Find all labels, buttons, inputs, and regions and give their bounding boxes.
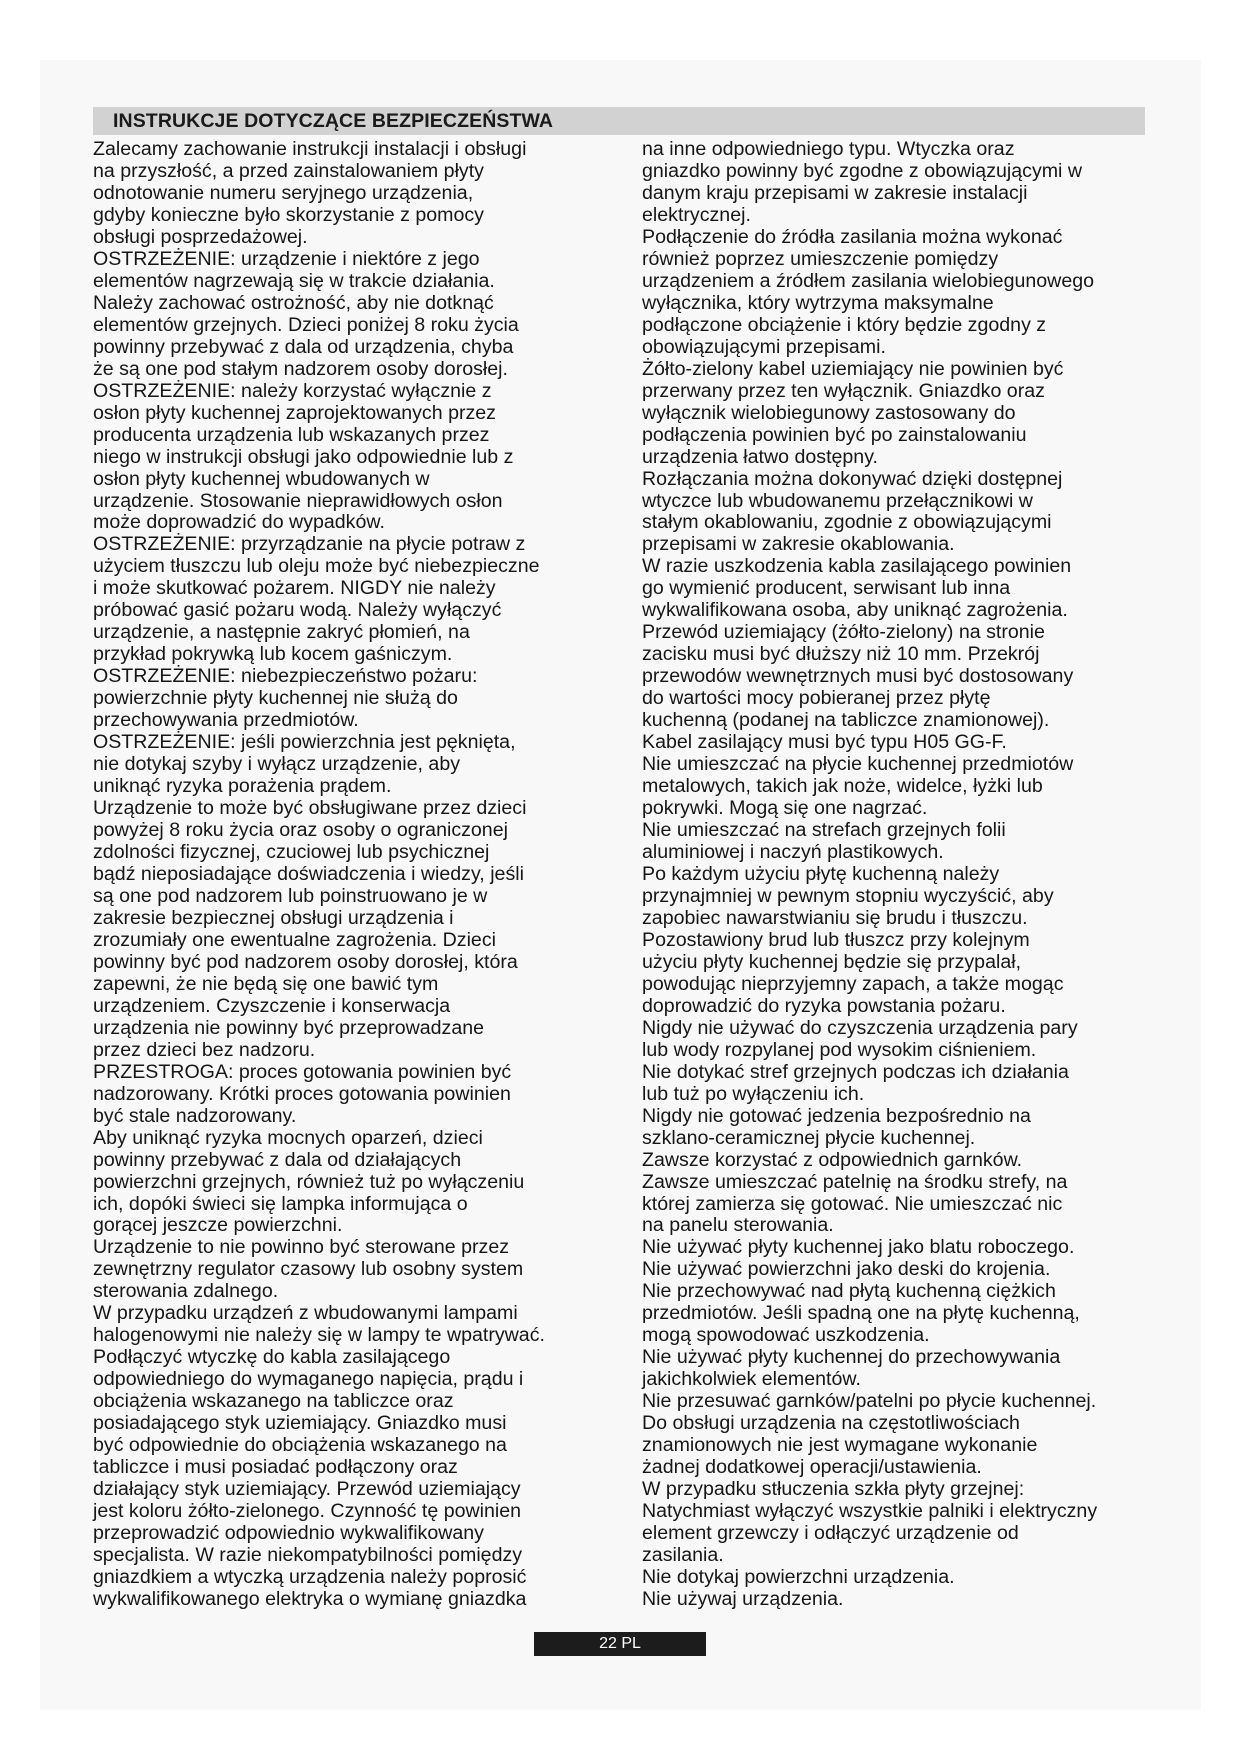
text-line: zrozumiały one ewentualne zagrożenia. Dzieci [93, 928, 496, 951]
text-line: zacisku musi być dłuższy niż 10 mm. Przekrój [642, 643, 1040, 666]
text-line: obsługi posprzedażowej. [93, 225, 308, 248]
text-line: elektrycznej. [642, 203, 751, 226]
text-line: Przewód uziemiający (żółto-zielony) na stronie [642, 621, 1045, 644]
text-line: próbować gasić pożaru wodą. Należy wyłączyć [93, 599, 502, 622]
text-line: urządzenia nie powinny być przeprowadzane [93, 1016, 485, 1039]
text-line: na inne odpowiedniego typu. Wtyczka oraz [642, 138, 1015, 160]
text-line: osłon płyty kuchennej zaprojektowanych przez [93, 401, 496, 424]
text-line: urządzenia łatwo dostępny. [642, 445, 878, 468]
text-line: powinny przebywać z dala od działających [93, 1148, 462, 1171]
text-line: na przyszłość, a przed zainstalowaniem płyty [93, 159, 484, 182]
text-line: powodując nieprzyjemny zapach, a także mogąc [642, 972, 1064, 995]
text-line: nie dotykaj szyby i wyłącz urządzenie, aby [93, 753, 461, 776]
text-line: wykwalifikowana osoba, aby uniknąć zagrożenia. [642, 599, 1068, 622]
text-line: uniknąć ryzyka porażenia prądem. [93, 775, 392, 798]
text-line: Urządzenie to może być obsługiwane przez dzieci [93, 797, 527, 820]
text-line: producenta urządzenia lub wskazanych przez [93, 423, 490, 446]
text-line: może doprowadzić do wypadków. [93, 511, 385, 534]
text-line: podłączenia powinien być po zainstalowaniu [642, 423, 1027, 446]
text-line: Należy zachować ostrożność, aby nie dotknąć [93, 291, 494, 314]
text-line: jakichkolwiek elementów. [642, 1368, 861, 1391]
text-line: powinny przebywać z dala od urządzenia, chyba [93, 335, 514, 358]
text-line: metalowych, takich jak noże, widelce, łyżki lub [642, 775, 1043, 798]
text-line: przepisami w zakresie okablowania. [642, 533, 955, 556]
text-line: być odpowiednie do obciążenia wskazanego na [93, 1434, 507, 1457]
text-line: osłon płyty kuchennej wbudowanych w [93, 467, 430, 490]
text-line: halogenowymi nie należy się w lampy te wpatrywać. [93, 1324, 545, 1347]
text-line: Nie używać płyty kuchennej jako blatu roboczego. [642, 1236, 1075, 1259]
text-line: kuchenną (podanej na tabliczce znamionowej). [642, 709, 1050, 732]
text-line: wtyczce lub wbudowanemu przełącznikowi w [642, 489, 1033, 512]
text-line: Nie używać powierzchni jako deski do krojenia. [642, 1258, 1051, 1281]
text-line: gniazdko powinny być zgodne z obowiązującymi w [642, 159, 1083, 182]
text-line: W przypadku urządzeń z wbudowanymi lampami [93, 1302, 518, 1325]
text-line: lub tuż po wyłączeniu ich. [642, 1082, 865, 1105]
text-line: W razie uszkodzenia kabla zasilającego powinien [642, 555, 1072, 578]
text-line: powyżej 8 roku życia oraz osoby o ograniczonej [93, 819, 508, 842]
text-line: żadnej dodatkowej operacji/ustawienia. [642, 1456, 982, 1479]
text-line: zakresie bezpiecznej obsługi urządzenia i [93, 906, 454, 929]
text-line: Zawsze korzystać z odpowiednich garnków. [642, 1148, 1023, 1171]
text-line: aluminiowej i naczyń plastikowych. [642, 841, 944, 863]
text-line: której zamierza się gotować. Nie umieszczać nic [642, 1192, 1063, 1215]
text-line: użyciu płyty kuchennej będzie się przypalał, [642, 950, 1022, 973]
text-line: stałym okablowaniu, zgodnie z obowiązującymi [642, 511, 1052, 534]
text-line: Do obsługi urządzenia na częstotliwościach [642, 1412, 1020, 1435]
text-line: Pozostawiony brud lub tłuszcz przy kolejnym [642, 928, 1030, 951]
text-line: wyłącznika, który wytrzyma maksymalne [642, 291, 994, 314]
text-line: Zawsze umieszczać patelnię na środku strefy, na [642, 1170, 1068, 1193]
text-line: gdyby konieczne było skorzystanie z pomocy [93, 203, 484, 226]
text-line: urządzenie. Stosowanie nieprawidłowych osłon [93, 489, 503, 512]
text-line: na panelu sterowania. [642, 1214, 834, 1237]
text-line: gorącej jeszcze powierzchni. [93, 1214, 343, 1237]
text-line: być stale nadzorowany. [93, 1104, 297, 1127]
text-line: bądź nieposiadające doświadczenia i wiedzy, jeśli [93, 862, 524, 885]
text-line: zapobiec nawarstwianiu się brudu i tłuszczu. [642, 906, 1028, 929]
text-line: Nigdy nie używać do czyszczenia urządzenia pary [642, 1016, 1078, 1039]
text-line: urządzenie, a następnie zakryć płomień, na [93, 621, 470, 644]
text-line: jest koloru żółto-zielonego. Czynność tę powinien [93, 1500, 522, 1523]
text-line: przedmiotów. Jeśli spadną one na płytę kuchenną, [642, 1302, 1080, 1325]
text-line: że są one pod stałym nadzorem osoby dorosłej. [93, 357, 508, 380]
text-line: urządzeniem. Czyszczenie i konserwacja [93, 994, 451, 1017]
text-line: przerwany przez ten wyłącznik. Gniazdko oraz [642, 379, 1045, 402]
text-line: sterowania zdalnego. [93, 1280, 279, 1303]
text-line: przechowywania przedmiotów. [93, 709, 359, 732]
text-line: przewodów wewnętrznych musi być dostosowany [642, 665, 1074, 688]
text-line: Nigdy nie gotować jedzenia bezpośrednio na [642, 1104, 1031, 1127]
text-line: posiadającego styk uziemiający. Gniazdko musi [93, 1412, 507, 1435]
text-line: zasilania. [642, 1544, 724, 1566]
text-line: przynajmniej w pewnym stopniu wyczyścić, aby [642, 884, 1054, 907]
text-line: tabliczce i musi posiadać podłączony oraz [93, 1456, 458, 1479]
text-line: OSTRZEŻENIE: przyrządzanie na płycie potraw z [93, 533, 526, 556]
text-line: lub wody rozpylanej pod wysokim ciśnieniem. [642, 1038, 1037, 1061]
text-line: podłączone obciążenie i który będzie zgodny z [642, 313, 1047, 336]
text-line: wyłącznik wielobiegunowy zastosowany do [642, 401, 1016, 424]
text-line: gniazdkiem a wtyczką urządzenia należy poprosić [93, 1565, 527, 1588]
text-line: Żółto-zielony kabel uziemiający nie powinien być [642, 357, 1064, 380]
text-line: do wartości mocy pobieranej przez płytę [642, 687, 991, 710]
text-line: przykład pokrywką lub kocem gaśniczym. [93, 643, 453, 666]
text-line: nadzorowany. Krótki proces gotowania powinien [93, 1082, 511, 1105]
text-line: odnotowanie numeru seryjnego urządzenia, [93, 181, 474, 204]
text-line: również poprzez umieszczenie pomiędzy [642, 247, 999, 270]
text-line: przeprowadzić odpowiednio wykwalifikowany [93, 1522, 484, 1545]
text-line: szklano-ceramicznej płycie kuchennej. [642, 1126, 976, 1149]
text-line: Zalecamy zachowanie instrukcji instalacji i obsługi [93, 138, 527, 160]
text-line: OSTRZEŻENIE: należy korzystać wyłącznie z [93, 379, 492, 402]
text-line: odpowiedniego do wymaganego napięcia, prądu i [93, 1368, 524, 1391]
text-line: obowiązującymi przepisami. [642, 335, 886, 358]
text-line: W przypadku stłuczenia szkła płyty grzejnej: [642, 1478, 1025, 1501]
text-line: Rozłączania można dokonywać dzięki dostępnej [642, 467, 1063, 490]
text-line: zdolności fizycznej, czuciowej lub psychicznej [93, 841, 490, 863]
text-line: elementów grzejnych. Dzieci poniżej 8 roku życia [93, 313, 519, 336]
text-line: specjalista. W razie niekompatybilności pomiędzy [93, 1544, 523, 1566]
text-line: danym kraju przepisami w zakresie instalacji [642, 181, 1028, 204]
text-line: OSTRZEŻENIE: urządzenie i niektóre z jego [93, 247, 480, 270]
text-line: doprowadzić do ryzyka powstania pożaru. [642, 994, 1006, 1017]
text-line: powinny być pod nadzorem osoby dorosłej, która [93, 950, 518, 973]
text-line: powierzchnie płyty kuchennej nie służą do [93, 687, 458, 710]
text-line: zapewni, że nie będą się one bawić tym [93, 972, 439, 995]
text-line: powierzchni grzejnych, również tuż po wyłączeniu [93, 1170, 525, 1193]
text-line: Podłączyć wtyczkę do kabla zasilającego [93, 1346, 451, 1369]
text-line: Po każdym użyciu płytę kuchenną należy [642, 862, 1000, 885]
text-line: Podłączenie do źródła zasilania można wykonać [642, 225, 1063, 248]
text-line: Aby uniknąć ryzyka mocnych oparzeń, dzieci [93, 1126, 483, 1149]
text-line: niego w instrukcji obsługi jako odpowiednie lub z [93, 445, 514, 468]
text-line: Nie używać płyty kuchennej do przechowywania [642, 1346, 1061, 1369]
text-line: Nie umieszczać na płycie kuchennej przedmiotów [642, 753, 1074, 776]
text-line: Natychmiast wyłączyć wszystkie palniki i elektryczny [642, 1500, 1098, 1523]
text-line: ich, dopóki świeci się lampka informująca o [93, 1192, 468, 1215]
text-line: przez dzieci bez nadzoru. [93, 1038, 316, 1061]
text-line: i może skutkować pożarem. NIGDY nie należy [93, 577, 496, 600]
text-line: PRZESTROGA: proces gotowania powinien być [93, 1060, 512, 1083]
text-line: Urządzenie to nie powinno być sterowane przez [93, 1236, 510, 1259]
text-line: pokrywki. Mogą się one nagrzać. [642, 797, 928, 820]
text-line: OSTRZEŻENIE: niebezpieczeństwo pożaru: [93, 665, 478, 688]
text-line: działający styk uziemiający. Przewód uziemiający [93, 1478, 521, 1501]
text-line: element grzewczy i odłączyć urządzenie od [642, 1522, 1019, 1545]
text-line: wykwalifikowanego elektryka o wymianę gniazdka [93, 1587, 527, 1610]
text-line: znamionowych nie jest wymagane wykonanie [642, 1434, 1038, 1457]
text-line: elementów nagrzewają się w trakcie działania. [93, 269, 495, 292]
text-line: urządzeniem a źródłem zasilania wielobiegunowego [642, 269, 1095, 292]
text-line: Nie umieszczać na strefach grzejnych folii [642, 819, 1006, 842]
text-line: Nie dotykaj powierzchni urządzenia. [642, 1565, 955, 1588]
text-line: OSTRZEŻENIE: jeśli powierzchnia jest pęknięta, [93, 731, 516, 754]
text-line: obciążenia wskazanego na tabliczce oraz [93, 1390, 454, 1413]
text-line: są one pod nadzorem lub poinstruowano je w [93, 884, 488, 907]
section-title: INSTRUKCJE DOTYCZĄCE BEZPIECZEŃSTWA [113, 110, 554, 132]
text-line: użyciem tłuszczu lub oleju może być niebezpieczne [93, 555, 540, 578]
text-line: mogą spowodować uszkodzenia. [642, 1324, 930, 1347]
text-line: Kabel zasilający musi być typu H05 GG-F. [642, 731, 1007, 754]
text-line: Nie przesuwać garnków/patelni po płycie kuchennej. [642, 1390, 1097, 1413]
section-header [93, 107, 1145, 135]
text-line: Nie dotykać stref grzejnych podczas ich działania [642, 1060, 1069, 1083]
text-line: Nie przechowywać nad płytą kuchenną ciężkich [642, 1280, 1056, 1303]
left-text-column [93, 139, 614, 1611]
text-line: go wymienić producent, serwisant lub inna [642, 577, 1011, 600]
right-text-column [642, 139, 1165, 1611]
text-line: zewnętrzny regulator czasowy lub osobny system [93, 1258, 524, 1281]
text-line: Nie używaj urządzenia. [642, 1587, 844, 1610]
page-number-badge: 22 PL [534, 1632, 706, 1656]
